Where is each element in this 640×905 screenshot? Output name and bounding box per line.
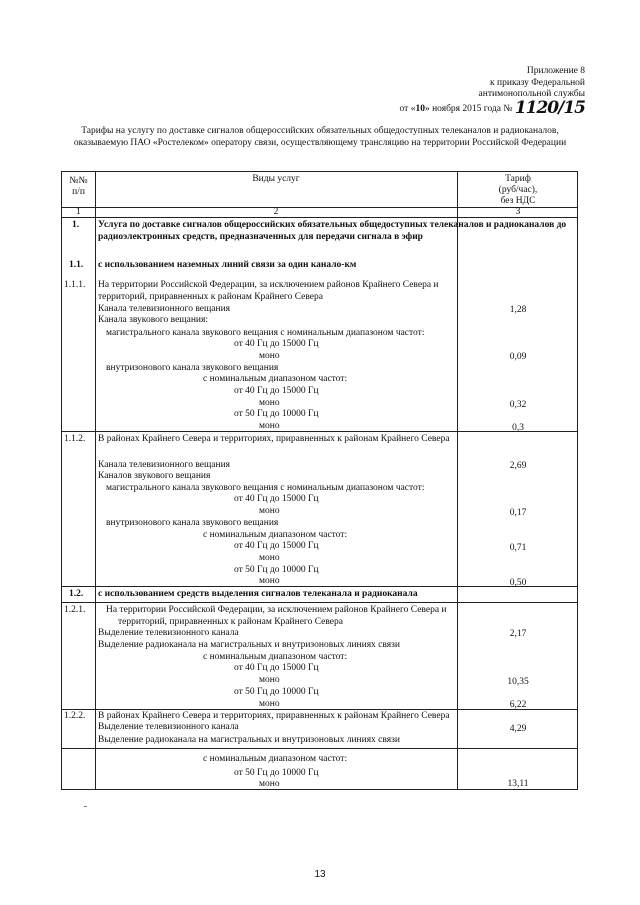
tariff-value: 13,11 bbox=[507, 779, 529, 789]
appendix-block bbox=[399, 66, 585, 118]
row-text: Услуга по доставке сигналов общероссийских обязательных общедоступных телеканалов и радиоканалов до bbox=[98, 220, 567, 230]
appendix-line-2: к приказу Федеральной bbox=[490, 77, 585, 88]
appendix-date-day: 10 bbox=[415, 103, 425, 114]
row-divider bbox=[62, 602, 577, 603]
header-tariff-line-3: без НДС bbox=[500, 196, 536, 206]
row-text: территорий, приравненных к районам Крайнего Севера bbox=[98, 292, 323, 302]
tariff-value: 4,29 bbox=[509, 724, 527, 734]
tariff-value: 1,28 bbox=[509, 305, 527, 315]
row-text: Выделение телевизионного канала bbox=[98, 722, 239, 732]
tariff-value: 0,50 bbox=[509, 578, 527, 588]
column-number-3: 3 bbox=[515, 207, 521, 217]
tariff-value: 0,71 bbox=[509, 543, 527, 553]
row-text: с номинальным диапазоном частот: bbox=[203, 754, 348, 764]
row-number: 1. bbox=[72, 220, 80, 230]
page-number: 13 bbox=[314, 869, 326, 880]
row-text: моно bbox=[259, 421, 280, 431]
header-tariff-line-2: (руб/час), bbox=[498, 185, 538, 195]
row-text: с номинальным диапазоном частот: bbox=[203, 374, 348, 384]
row-text: На территории Российской Федерации, за исключением районов Крайнего Севера и bbox=[106, 605, 447, 615]
row-text: Выделение радиоканала на магистральных и внутризоновых линиях связи bbox=[98, 640, 400, 650]
column-number-2: 2 bbox=[273, 207, 279, 217]
row-text: В районах Крайнего Севера и территориях, приравненных к районам Крайнего Севера bbox=[98, 711, 450, 721]
row-text: На территории Российской Федерации, за исключением районов Крайнего Севера и bbox=[98, 280, 439, 290]
row-text: Выделение телевизионного канала bbox=[98, 628, 239, 638]
tariff-value: 0,17 bbox=[509, 508, 527, 518]
row-number: 1.2. bbox=[69, 589, 84, 599]
row-text: моно bbox=[259, 576, 280, 586]
tariff-value: 0,09 bbox=[509, 352, 527, 362]
row-text: Канала телевизионного вещания bbox=[98, 304, 231, 314]
appendix-line-4 bbox=[399, 97, 585, 118]
row-text: Канала телевизионного вещания bbox=[98, 460, 231, 470]
document-title bbox=[40, 126, 600, 149]
tariff-value: 0,3 bbox=[512, 423, 524, 433]
row-text: от 40 Гц до 15000 Гц bbox=[234, 663, 319, 673]
row-text: моно bbox=[259, 779, 280, 789]
row-number: 1.1.1. bbox=[64, 280, 86, 290]
row-text: от 40 Гц до 15000 Гц bbox=[234, 339, 319, 349]
row-number: 1.1. bbox=[69, 260, 84, 270]
header-number-line-2: п/п bbox=[72, 187, 85, 197]
column-number-1: 1 bbox=[76, 207, 81, 217]
tariff-value: 10,35 bbox=[507, 677, 529, 687]
column-divider bbox=[95, 172, 96, 789]
row-text: Канала звукового вещания: bbox=[98, 315, 209, 325]
scan-artifact bbox=[84, 806, 87, 807]
header-tariff bbox=[457, 174, 579, 207]
row-text: моно bbox=[259, 398, 280, 408]
row-text: от 40 Гц до 15000 Гц bbox=[234, 541, 319, 551]
tariff-value: 2,69 bbox=[509, 461, 527, 471]
handwritten-order-number: 1120/15 bbox=[514, 97, 585, 118]
header-tariff-line-1: Тариф bbox=[505, 174, 531, 184]
row-text: от 50 Гц до 10000 Гц bbox=[234, 768, 319, 778]
appendix-line-1: Приложение 8 bbox=[526, 66, 585, 76]
tariff-value: 0,32 bbox=[509, 400, 527, 410]
row-text: территорий, приравненных к районам Крайнего Севера bbox=[118, 617, 343, 627]
row-number: 1.2.2. bbox=[64, 711, 86, 721]
row-text: магистрального канала звукового вещания с номинальным диапазоном частот: bbox=[106, 483, 425, 493]
tariff-value: 6,22 bbox=[509, 700, 527, 710]
row-text: Выделение радиоканала на магистральных и внутризоновых линиях связи bbox=[98, 735, 400, 745]
row-number: 1.1.2. bbox=[64, 434, 86, 444]
header-number bbox=[62, 176, 95, 198]
row-text: с номинальным диапазоном частот: bbox=[203, 652, 348, 662]
row-text: от 50 Гц до 10000 Гц bbox=[234, 409, 319, 419]
title-line-2: оказываемую ПАО «Ростелеком» оператору связи, осуществляющему трансляцию на территории Российской Федерации bbox=[73, 137, 567, 148]
appendix-date-prefix: от « bbox=[399, 103, 416, 114]
appendix-line-3: антимонопольной службы bbox=[478, 89, 585, 99]
row-text: радиоэлектронных средств, предназначенных для передачи сигнала в эфир bbox=[98, 232, 423, 242]
row-text: моно bbox=[259, 506, 280, 516]
header-number-line-1: №№ bbox=[69, 176, 88, 186]
row-text: моно bbox=[259, 351, 280, 361]
column-divider bbox=[457, 172, 458, 789]
row-text: В районах Крайнего Севера и территориях, приравненных к районам Крайнего Севера bbox=[98, 434, 450, 444]
row-text: Каналов звукового вещания bbox=[98, 471, 211, 481]
tariff-table bbox=[61, 171, 578, 790]
title-line-1: Тарифы на услугу по доставке сигналов общероссийских обязательных общедоступных телеканалов и радиоканалов, bbox=[81, 126, 559, 136]
row-divider bbox=[62, 748, 577, 749]
row-text: внутризонового канала звукового вещания bbox=[106, 518, 279, 528]
row-text: от 40 Гц до 15000 Гц bbox=[234, 386, 319, 396]
row-text: с использованием наземных линий связи за один канало-км bbox=[98, 260, 357, 270]
row-text: моно bbox=[259, 699, 280, 709]
row-text: моно bbox=[259, 553, 280, 563]
row-text: с использованием средств выделения сигналов телеканала и радиоканала bbox=[98, 589, 418, 599]
row-text: от 50 Гц до 10000 Гц bbox=[234, 565, 319, 575]
row-text: магистрального канала звукового вещания с номинальным диапазоном частот: bbox=[106, 328, 425, 338]
row-text: моно bbox=[259, 675, 280, 685]
row-text: с номинальным диапазоном частот: bbox=[203, 530, 348, 540]
header-services: Виды услуг bbox=[252, 174, 300, 184]
tariff-value: 2,17 bbox=[509, 629, 527, 639]
row-text: от 50 Гц до 10000 Гц bbox=[234, 687, 319, 697]
row-text: внутризонового канала звукового вещания bbox=[106, 363, 279, 373]
row-text: от 40 Гц до 15000 Гц bbox=[234, 494, 319, 504]
appendix-date-rest: » ноября 2015 года № bbox=[424, 103, 513, 114]
row-number: 1.2.1. bbox=[64, 605, 86, 615]
